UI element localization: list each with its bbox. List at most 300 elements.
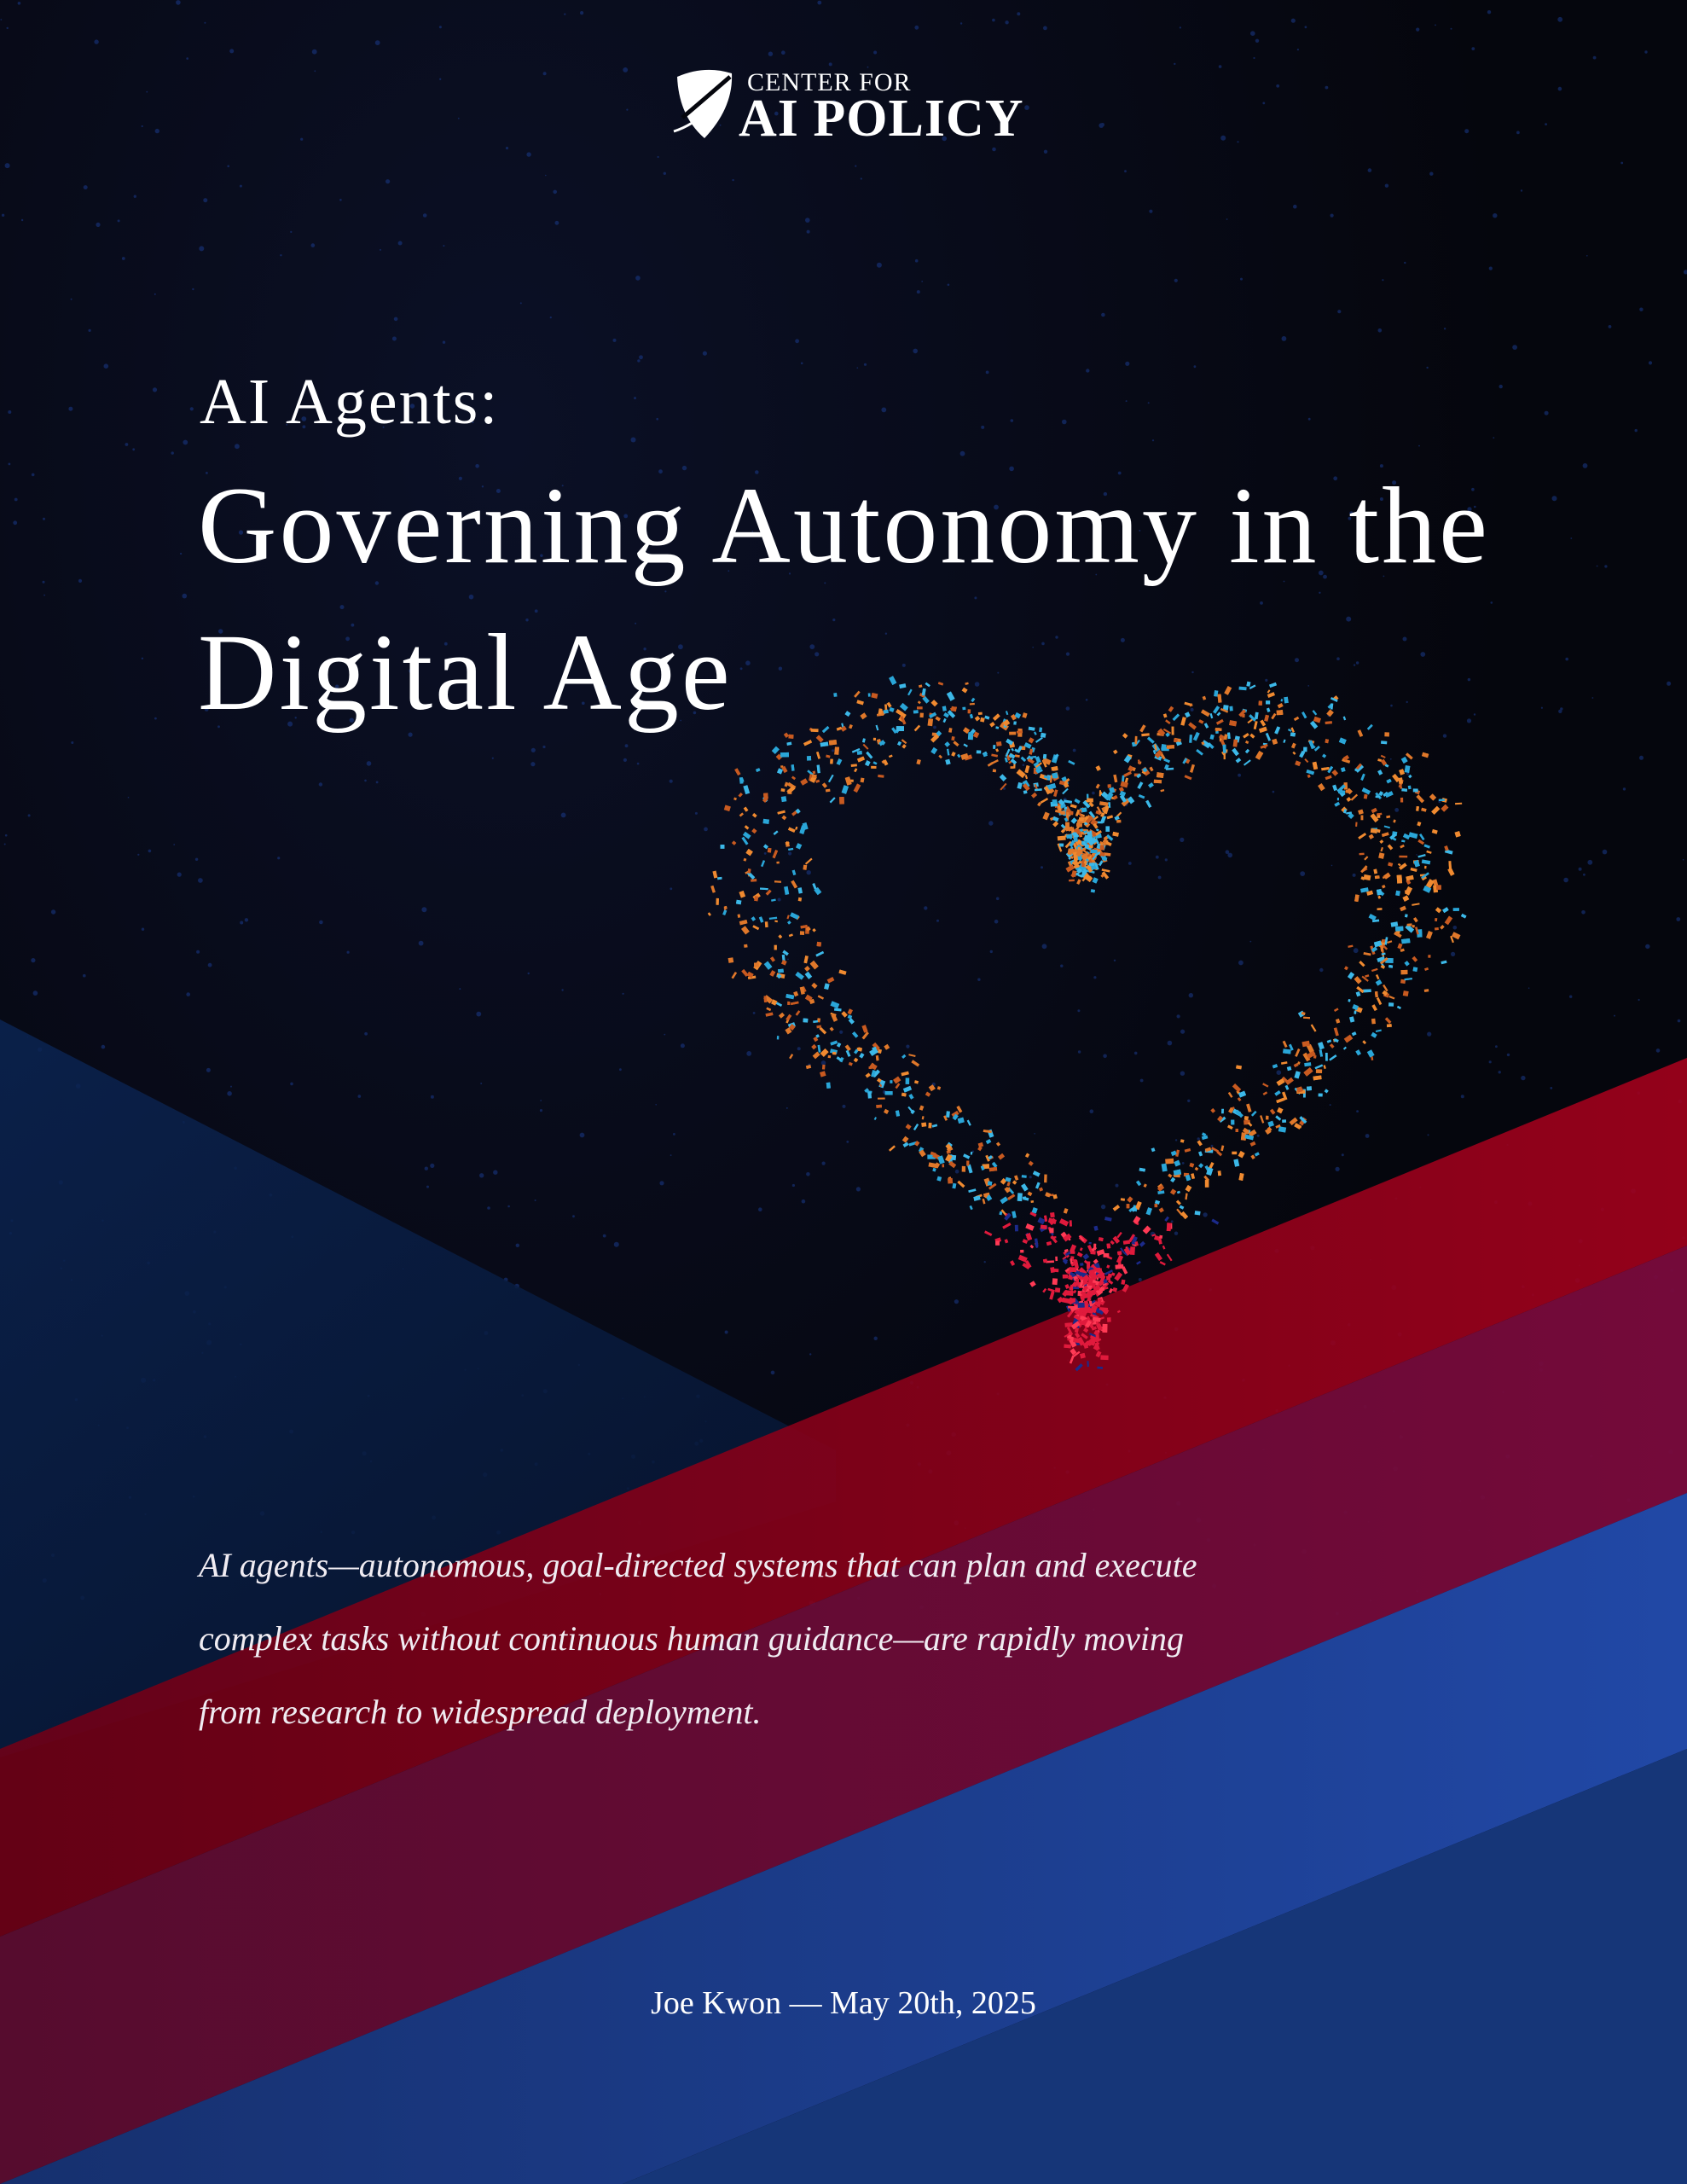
heart-particle [1352, 1031, 1357, 1036]
speckle [1325, 86, 1329, 90]
speckle [795, 339, 799, 343]
heart-particle [818, 1045, 821, 1053]
heart-particle [1377, 908, 1382, 910]
heart-particle [765, 1012, 773, 1016]
speckle [1560, 707, 1562, 710]
heart-particle [1354, 894, 1359, 902]
heart-particle [1363, 952, 1371, 956]
heart-particle [830, 797, 836, 803]
heart-particle [828, 1055, 832, 1058]
speckle [154, 293, 156, 295]
heart-particle [932, 1124, 938, 1127]
speckle [83, 974, 86, 978]
heart-particle [1221, 1109, 1224, 1114]
heart-particle [732, 972, 737, 979]
heart-particle [1195, 1167, 1199, 1171]
heart-particle [768, 848, 772, 853]
heart-particle [1393, 820, 1395, 823]
heart-particle [849, 1062, 853, 1066]
heart-particle [1015, 1225, 1018, 1232]
speckle [347, 951, 350, 954]
speckle [526, 152, 530, 156]
speckle [1583, 874, 1586, 876]
speckle [134, 195, 136, 198]
speckle [458, 118, 460, 119]
heart-particle [827, 977, 835, 984]
heart-particle [721, 845, 725, 849]
speckle [196, 950, 200, 954]
heart-particle [1439, 799, 1445, 801]
speckle [623, 993, 624, 995]
heart-particle [1231, 1120, 1234, 1125]
heart-particle [1412, 925, 1415, 928]
speckle [1593, 56, 1597, 60]
heart-particle [1385, 791, 1394, 798]
heart-particle [1272, 1064, 1278, 1068]
heart-particle [813, 1051, 820, 1059]
speckle [1149, 210, 1152, 213]
heart-particle [1073, 1287, 1079, 1289]
heart-particle [1411, 868, 1417, 872]
speckle [1203, 1212, 1207, 1217]
heart-particle [1365, 974, 1369, 978]
speckle [861, 177, 862, 179]
heart-particle [1068, 760, 1075, 765]
speckle [1272, 791, 1275, 793]
speckle [1429, 172, 1433, 176]
heart-particle [830, 1001, 839, 1008]
heart-particle [716, 898, 719, 905]
speckle [1357, 1013, 1359, 1014]
speckle [1649, 361, 1652, 364]
heart-particle [947, 749, 949, 756]
heart-particle [1080, 1316, 1083, 1320]
heart-particle [951, 1155, 956, 1160]
heart-particle [1377, 813, 1382, 816]
heart-particle [774, 945, 777, 950]
heart-particle [1331, 770, 1338, 776]
heart-particle [996, 1142, 1000, 1147]
speckle [655, 1104, 657, 1106]
speckle [51, 909, 55, 914]
speckle [1586, 255, 1588, 257]
heart-particle [1376, 796, 1380, 799]
heart-particle [1307, 775, 1311, 778]
heart-particle [751, 916, 756, 921]
heart-particle [780, 752, 789, 758]
speckle [1512, 345, 1517, 350]
speckle [1194, 365, 1197, 368]
heart-particle [901, 1054, 906, 1059]
heart-particle [777, 810, 785, 815]
speckle [658, 156, 659, 158]
speckle [639, 355, 643, 359]
speckle [1180, 838, 1184, 842]
heart-particle [1035, 788, 1042, 791]
heart-particle [878, 775, 884, 778]
heart-particle [804, 956, 809, 963]
speckle [71, 299, 72, 300]
heart-particle [1238, 1097, 1242, 1101]
speckle [137, 854, 139, 856]
heart-particle [1145, 800, 1151, 808]
speckle [1451, 952, 1455, 956]
heart-particle [1400, 798, 1403, 803]
heart-particle [946, 1111, 950, 1118]
heart-particle [1029, 1281, 1035, 1287]
heart-particle [717, 877, 722, 880]
heart-particle [1223, 745, 1226, 753]
speckle [540, 1100, 542, 1101]
heart-particle [1376, 1030, 1382, 1032]
heart-particle [837, 758, 843, 765]
speckle [177, 873, 182, 877]
heart-particle [1441, 804, 1448, 812]
heart-particle [871, 766, 876, 769]
speckle [1353, 874, 1356, 877]
speckle [955, 1170, 959, 1174]
speckle [637, 763, 640, 765]
speckle [173, 844, 175, 845]
heart-particle [989, 1167, 998, 1171]
speckle [986, 371, 989, 375]
speckle [788, 851, 791, 855]
speckle [915, 259, 919, 263]
heart-particle [857, 751, 862, 755]
speckle [550, 317, 552, 318]
heart-particle [838, 970, 846, 975]
speckle [1077, 1009, 1080, 1012]
heart-particle [971, 1152, 973, 1155]
speckle [1435, 25, 1436, 26]
heart-particle [812, 928, 815, 932]
heart-particle [812, 883, 816, 889]
heart-particle [1348, 945, 1353, 948]
heart-particle [1063, 1275, 1069, 1279]
logo-line-1: CENTER FOR [747, 68, 912, 96]
heart-particle [1042, 1288, 1046, 1292]
heart-particle [1102, 1324, 1107, 1333]
speckle [1683, 859, 1684, 861]
speckle [787, 959, 789, 961]
heart-particle [777, 1036, 780, 1039]
heart-particle [764, 996, 767, 1002]
heart-particle [1148, 782, 1154, 788]
speckle [190, 407, 194, 410]
heart-particle [1025, 1223, 1035, 1231]
speckle [376, 781, 379, 784]
heart-particle [830, 1040, 838, 1045]
heart-particle [745, 849, 752, 856]
heart-particle [784, 886, 789, 895]
heart-particle [759, 916, 763, 922]
heart-particle [867, 1092, 872, 1099]
heart-particle [1087, 1262, 1090, 1269]
heart-particle [1116, 1232, 1122, 1238]
speckle [2, 214, 4, 217]
speckle [1385, 184, 1388, 188]
speckle [1139, 1278, 1142, 1281]
speckle [319, 921, 323, 925]
heart-particle [1278, 1126, 1286, 1132]
speckle [1489, 267, 1493, 270]
speckle [664, 172, 666, 175]
heart-particle [1053, 1269, 1058, 1272]
heart-particle [1116, 1255, 1123, 1263]
speckle [1565, 658, 1568, 661]
speckle [1499, 1071, 1501, 1073]
speckle [857, 367, 859, 369]
heart-particle [739, 920, 748, 925]
speckle [843, 1105, 846, 1108]
heart-particle [1170, 1177, 1175, 1182]
speckle [21, 219, 23, 221]
heart-particle [1405, 765, 1411, 773]
heart-particle [1380, 847, 1383, 851]
speckle [530, 762, 535, 766]
heart-particle [1431, 806, 1440, 815]
heart-particle [973, 1195, 981, 1201]
heart-particle [1128, 797, 1135, 804]
heart-particle [1413, 788, 1418, 792]
heart-particle [780, 788, 785, 792]
heart-particle [766, 890, 772, 896]
speckle [832, 749, 834, 752]
heart-particle [810, 961, 819, 969]
speckle [846, 1141, 849, 1143]
heart-particle [1112, 832, 1119, 837]
heart-particle [1076, 879, 1081, 885]
heart-particle [736, 900, 741, 905]
speckle [1060, 965, 1063, 967]
heart-particle [1218, 1170, 1221, 1176]
heart-particle [1006, 1182, 1010, 1187]
heart-particle [1338, 790, 1345, 793]
heart-particle [1159, 1207, 1164, 1212]
heart-particle [1044, 1174, 1047, 1182]
heart-particle [1401, 839, 1405, 842]
heart-particle [1080, 1247, 1083, 1251]
heart-particle [1255, 1152, 1260, 1156]
heart-particle [1064, 828, 1069, 831]
heart-particle [739, 793, 743, 797]
heart-particle [1106, 840, 1108, 845]
heart-particle [1220, 1145, 1224, 1151]
speckle [1189, 993, 1193, 997]
heart-particle [1070, 817, 1077, 824]
speckle [1029, 1176, 1032, 1178]
heart-particle [782, 816, 787, 821]
heart-particle [893, 1077, 901, 1084]
speckle [1078, 1050, 1081, 1053]
speckle [659, 1181, 664, 1185]
heart-particle [765, 921, 768, 927]
speckle [807, 230, 810, 234]
heart-particle [791, 764, 795, 771]
heart-particle [1176, 1200, 1181, 1205]
heart-particle [789, 1054, 793, 1059]
heart-particle [1016, 769, 1025, 778]
heart-particle [1012, 1180, 1017, 1184]
heart-particle [744, 807, 749, 812]
heart-particle [1343, 1047, 1347, 1050]
speckle [572, 1215, 575, 1217]
heart-particle [1017, 782, 1022, 789]
speckle [1092, 792, 1095, 795]
speckle [626, 109, 628, 111]
heart-particle [1244, 759, 1251, 765]
speckle [821, 1060, 826, 1066]
speckle [364, 1032, 368, 1036]
heart-particle [1165, 1159, 1174, 1165]
heart-particle [1123, 771, 1132, 777]
heart-particle [1332, 785, 1337, 791]
heart-particle [970, 1205, 973, 1210]
heart-particle [1014, 1175, 1018, 1180]
heart-particle [764, 961, 773, 970]
heart-particle [1039, 1188, 1043, 1192]
heart-particle [854, 1058, 858, 1062]
heart-particle [957, 1181, 965, 1188]
speckle [439, 26, 442, 28]
heart-particle [1236, 758, 1242, 763]
speckle [540, 1109, 542, 1112]
speckle [914, 26, 919, 30]
speckle [553, 190, 557, 195]
heart-particle [846, 1050, 851, 1057]
heart-particle [1232, 1152, 1237, 1155]
heart-particle [774, 830, 779, 835]
heart-particle [1025, 775, 1028, 779]
heart-particle [1397, 1006, 1401, 1009]
speckle [1300, 871, 1305, 876]
heart-particle [1375, 991, 1378, 997]
heart-particle [1073, 1259, 1076, 1263]
speckle [732, 179, 733, 181]
speckle [1623, 787, 1626, 790]
speckle [1180, 1072, 1185, 1076]
speckle [1356, 1110, 1359, 1112]
speckle [1165, 858, 1168, 861]
heart-particle [1397, 944, 1402, 950]
heart-particle [1405, 978, 1412, 980]
heart-particle [952, 1183, 956, 1189]
heart-particle [1050, 1212, 1055, 1217]
speckle [753, 1012, 756, 1014]
heart-particle [817, 942, 822, 947]
heart-particle [1244, 1116, 1249, 1120]
heart-particle [1106, 1264, 1110, 1269]
heart-particle [978, 1142, 984, 1147]
heart-particle [822, 1065, 826, 1070]
heart-particle [1133, 1216, 1140, 1224]
heart-particle [1303, 1017, 1310, 1019]
heart-particle [1093, 1226, 1098, 1231]
heart-particle [1318, 783, 1325, 791]
speckle [1528, 987, 1530, 989]
heart-particle [1037, 1217, 1045, 1224]
speckle [394, 317, 398, 322]
heart-particle [865, 760, 871, 766]
speckle [1427, 1032, 1431, 1037]
speckle [1354, 948, 1359, 953]
heart-particle [1046, 1241, 1052, 1246]
speckle [531, 748, 536, 752]
speckle [28, 814, 31, 816]
speckle [1390, 758, 1392, 760]
heart-particle [999, 1211, 1002, 1216]
speckle [673, 1133, 675, 1136]
heart-particle [913, 1124, 919, 1130]
heart-particle [1408, 775, 1412, 779]
heart-particle [1041, 798, 1048, 804]
heart-particle [1377, 896, 1381, 899]
heart-particle [1136, 1261, 1141, 1265]
speckle [1471, 47, 1475, 50]
heart-particle [1285, 1085, 1290, 1090]
heart-particle [1412, 967, 1417, 972]
heart-particle [795, 972, 803, 980]
heart-particle [1336, 1019, 1340, 1024]
speckle [392, 337, 397, 341]
speckle [1011, 419, 1014, 422]
heart-particle [919, 1106, 925, 1111]
heart-particle [852, 1031, 858, 1038]
heart-particle [710, 886, 716, 893]
heart-particle [906, 1124, 912, 1130]
heart-particle [1442, 907, 1449, 913]
heart-particle [1250, 1154, 1255, 1159]
heart-particle [786, 994, 794, 999]
heart-particle [1102, 868, 1110, 873]
heart-particle [1405, 914, 1408, 917]
speckle [1023, 764, 1025, 766]
speckle [1545, 123, 1547, 125]
speckle [1101, 123, 1104, 126]
heart-particle [1093, 1244, 1096, 1250]
heart-particle [1099, 860, 1104, 866]
heart-particle [1007, 1194, 1015, 1200]
speckle [507, 1205, 510, 1208]
heart-particle [1387, 940, 1392, 944]
speckle [1635, 429, 1638, 432]
heart-particle [1355, 770, 1358, 771]
heart-particle [1043, 754, 1046, 759]
speckle [543, 72, 547, 75]
speckle [1418, 445, 1420, 447]
heart-particle [1424, 989, 1429, 992]
heart-particle [824, 983, 830, 990]
heart-particle [998, 1153, 1005, 1160]
heart-particle [1000, 1196, 1008, 1204]
speckle [0, 19, 2, 20]
heart-particle [785, 782, 789, 787]
heart-particle [1313, 762, 1318, 770]
heart-particle [878, 1098, 885, 1100]
speckle [386, 179, 390, 183]
speckle [764, 852, 767, 855]
heart-particle [865, 1072, 870, 1077]
speckle [1597, 566, 1598, 567]
speckle [725, 1331, 728, 1334]
heart-particle [1384, 826, 1390, 829]
heart-particle [868, 1066, 874, 1069]
speckle [1581, 910, 1586, 915]
speckle [1005, 20, 1008, 24]
heart-particle [1139, 1241, 1145, 1247]
heart-particle [1155, 1252, 1162, 1261]
heart-particle [854, 768, 857, 772]
